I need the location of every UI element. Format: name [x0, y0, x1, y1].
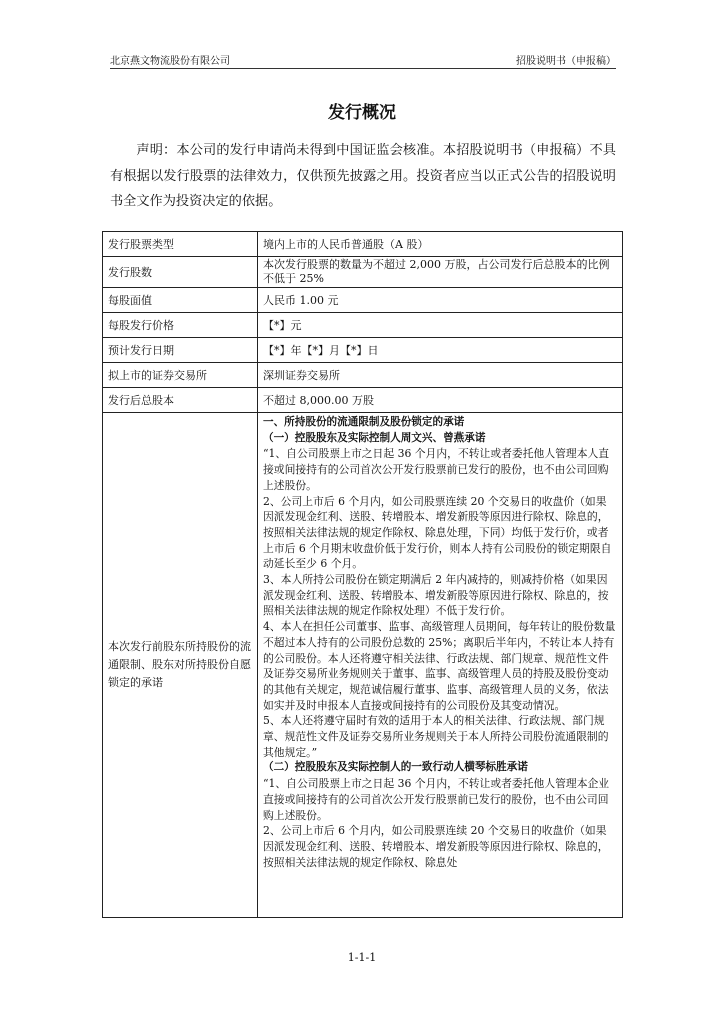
lockup-subheading: （一）控股股东及实际控制人周文兴、曾燕承诺: [263, 431, 486, 444]
lockup-clause: 5、本人还将遵守届时有效的适用于本人的相关法律、行政法规、部门规章、规范性文件及证券交易所业务规则关于本人所持公司股份流通限制的其他规定。”: [263, 714, 609, 759]
lockup-subheading: （二）控股股东及实际控制人的一致行动人横琴标胜承诺: [263, 761, 528, 774]
table-row: [103, 363, 623, 388]
row-label: 发行股票类型: [103, 232, 258, 257]
table-row: [103, 388, 623, 413]
row-value: 人民币 1.00 元: [258, 288, 623, 313]
row-label: 每股发行价格: [103, 313, 258, 338]
page-header: [110, 50, 616, 69]
lockup-clause: “1、自公司股票上市之日起 36 个月内，不转让或者委托他人管理本企业直接或间接持有的公司首次公开发行股票前已发行的股份，也不由公司回购上述股份。: [263, 777, 610, 822]
page-title: 发行概况: [328, 103, 396, 123]
header-doc-type: 招股说明书（申报稿）: [516, 56, 616, 67]
row-value: 【*】元: [258, 313, 623, 338]
offering-summary-table: [102, 231, 623, 918]
row-label: 预计发行日期: [103, 338, 258, 363]
row-label: 每股面值: [103, 288, 258, 313]
table-row: [103, 313, 623, 338]
row-value: 不超过 8,000.00 万股: [258, 388, 623, 413]
lockup-clause: 2、公司上市后 6 个月内，如公司股票连续 20 个交易日的收盘价（如果因派发现金红利、送股、转增股本、增发新股等原因进行除权、除息的，按照相关法律法规的规定作除权、除息处理，下同）均低于发行价，或者上市后 6 个月期末收盘价低于发行价，则本人持有公司股份的锁定期限自动延长至少 6 个月。: [263, 494, 612, 571]
table-row-lockup: [103, 413, 623, 918]
table-row: [103, 288, 623, 313]
lockup-clause: 3、本人所持公司股份在锁定期满后 2 年内减持的，则减持价格（如果因派发现金红利、送股、转增股本、增发新股等原因进行除权、除息的，按照相关法律法规的规定作除权处理）不低于发行价。: [263, 573, 609, 618]
table-row: [103, 257, 623, 288]
row-value: 本次发行股票的数量为不超过 2,000 万股，占公司发行后总股本的比例不低于 25%: [258, 257, 623, 288]
row-value: 境内上市的人民币普通股（A 股）: [258, 232, 623, 257]
table-row: [103, 232, 623, 257]
lockup-commitments: [258, 413, 623, 918]
row-value: 深圳证券交易所: [258, 363, 623, 388]
lockup-clause: 4、本人在担任公司董事、监事、高级管理人员期间，每年转让的股份数量不超过本人持有的公司股份总数的 25%；离职后半年内，不转让本人持有的公司股份。本人还将遵守相关法律、行政法规、部门规章、规范性文件及证券交易所业务规则关于董事、监事、高级管理人员的持股及股份变动的其他有关规定，规范诚信履行董事、监事、高级管理人员的义务，依法如实并及时申报本人直接或间接持有的公司股份及其变动情况。: [263, 620, 616, 712]
lockup-label: 本次发行前股东所持股份的流通限制、股东对所持股份自愿锁定的承诺: [103, 413, 258, 918]
disclaimer-paragraph: 声明：本公司的发行申请尚未得到中国证监会核准。本招股说明书（申报稿）不具有根据以发行股票的法律效力，仅供预先披露之用。投资者应当以正式公告的招股说明书全文作为投资决定的依据。: [110, 143, 616, 209]
lockup-clause: “1、自公司股票上市之日起 36 个月内，不转让或者委托他人管理本人直接或间接持有的公司首次公开发行股票前已发行的股份，也不由公司回购上述股份。: [263, 447, 610, 492]
header-company: 北京燕文物流股份有限公司: [110, 56, 230, 67]
row-value: 【*】年【*】月【*】日: [258, 338, 623, 363]
lockup-heading: 一、所持股份的流通限制及股份锁定的承诺: [263, 416, 465, 428]
lockup-clause: 2、公司上市后 6 个月内，如公司股票连续 20 个交易日的收盘价（如果因派发现金红利、送股、转增股本、增发新股等原因进行除权、除息的，按照相关法律法规的规定作除权、除息处: [263, 824, 609, 869]
row-label: 拟上市的证券交易所: [103, 363, 258, 388]
page-number: 1-1-1: [347, 951, 377, 964]
row-label: 发行后总股本: [103, 388, 258, 413]
table-row: [103, 338, 623, 363]
row-label: 发行股数: [103, 257, 258, 288]
